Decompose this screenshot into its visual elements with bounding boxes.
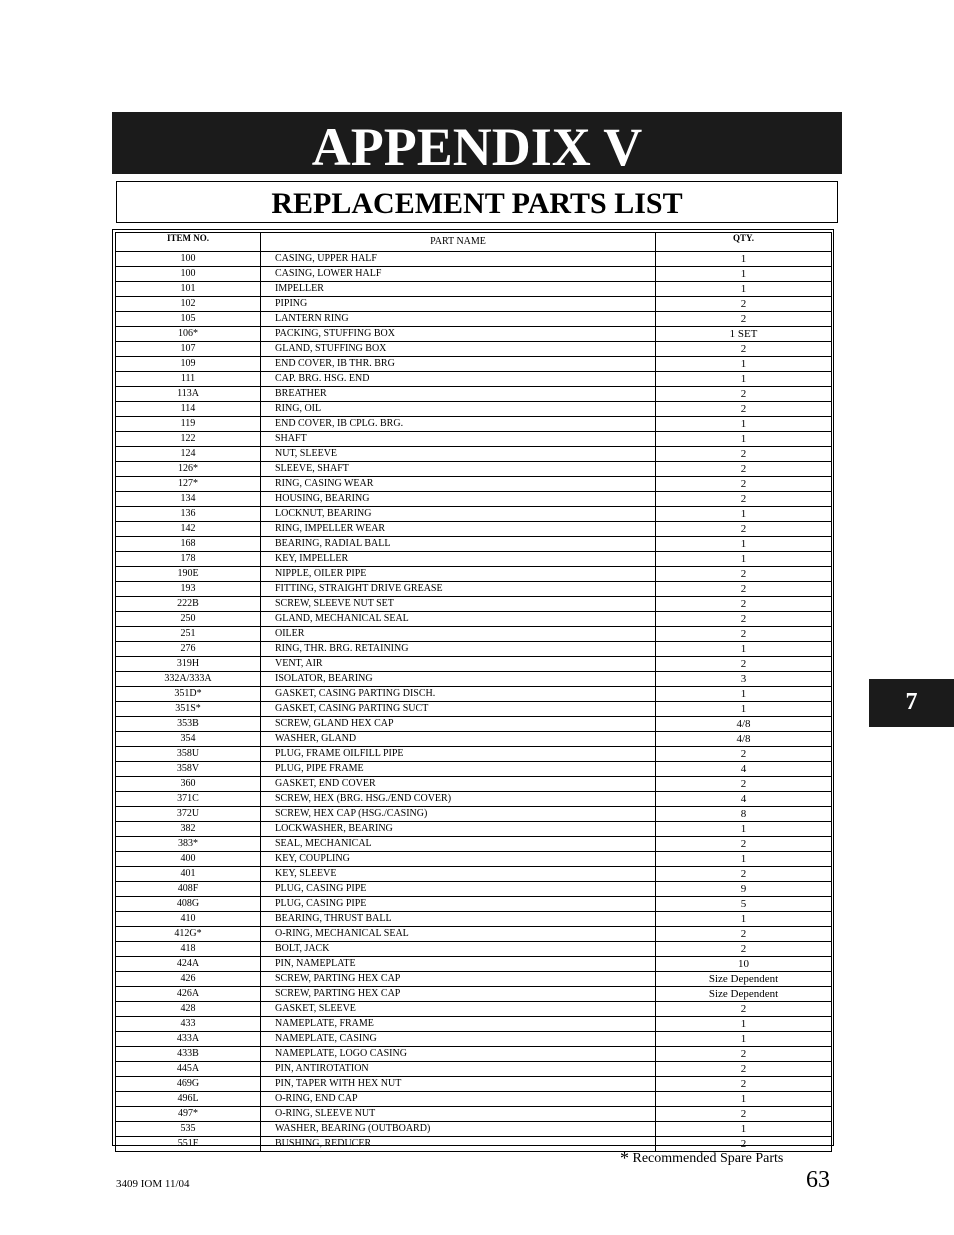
part-name-cell: KEY, SLEEVE — [261, 867, 656, 882]
qty-cell: 1 — [656, 1122, 832, 1137]
table-row — [116, 507, 832, 522]
qty-cell: 5 — [656, 897, 832, 912]
qty-cell: 2 — [656, 522, 832, 537]
qty-cell: 2 — [656, 582, 832, 597]
part-name-cell: HOUSING, BEARING — [261, 492, 656, 507]
item-no-cell: 193 — [116, 582, 261, 597]
part-name-cell: NIPPLE, OILER PIPE — [261, 567, 656, 582]
table-row — [116, 747, 832, 762]
part-name-cell: SLEEVE, SHAFT — [261, 462, 656, 477]
qty-cell: 2 — [656, 312, 832, 327]
part-name-cell: IMPELLER — [261, 282, 656, 297]
part-name-cell: SEAL, MECHANICAL — [261, 837, 656, 852]
item-no-cell: 101 — [116, 282, 261, 297]
part-name-cell: CAP. BRG. HSG. END — [261, 372, 656, 387]
item-no-cell: 372U — [116, 807, 261, 822]
qty-cell: 1 — [656, 687, 832, 702]
qty-cell: 1 — [656, 252, 832, 267]
footnote-text: Recommended Spare Parts — [632, 1151, 784, 1166]
qty-cell: 1 — [656, 267, 832, 282]
item-no-cell: 127* — [116, 477, 261, 492]
part-name-cell: WASHER, GLAND — [261, 732, 656, 747]
table-row — [116, 642, 832, 657]
table-row — [116, 942, 832, 957]
table-row — [116, 537, 832, 552]
part-name-cell: PLUG, CASING PIPE — [261, 897, 656, 912]
qty-cell: 2 — [656, 597, 832, 612]
item-no-cell: 134 — [116, 492, 261, 507]
part-name-cell: LOCKWASHER, BEARING — [261, 822, 656, 837]
part-name-cell: BOLT, JACK — [261, 942, 656, 957]
item-no-cell: 383* — [116, 837, 261, 852]
appendix-title: APPENDIX V — [311, 117, 643, 177]
qty-cell: 2 — [656, 612, 832, 627]
part-name-cell: SHAFT — [261, 432, 656, 447]
item-no-cell: 400 — [116, 852, 261, 867]
item-no-cell: 445A — [116, 1062, 261, 1077]
table-row — [116, 252, 832, 267]
table-body — [116, 252, 832, 1152]
item-no-cell: 497* — [116, 1107, 261, 1122]
qty-cell: 2 — [656, 627, 832, 642]
table-row — [116, 312, 832, 327]
part-name-cell: NAMEPLATE, CASING — [261, 1032, 656, 1047]
item-no-cell: 353B — [116, 717, 261, 732]
item-no-cell: 222B — [116, 597, 261, 612]
table-row — [116, 282, 832, 297]
table-row — [116, 342, 832, 357]
table-row — [116, 417, 832, 432]
item-no-cell: 136 — [116, 507, 261, 522]
table-row — [116, 1122, 832, 1137]
part-name-cell: RING, IMPELLER WEAR — [261, 522, 656, 537]
qty-cell: 4/8 — [656, 717, 832, 732]
part-name-cell: OILER — [261, 627, 656, 642]
table-row — [116, 1017, 832, 1032]
section-title: REPLACEMENT PARTS LIST — [271, 187, 683, 220]
qty-cell: 2 — [656, 492, 832, 507]
qty-cell: 8 — [656, 807, 832, 822]
part-name-cell: PLUG, CASING PIPE — [261, 882, 656, 897]
table-row — [116, 1107, 832, 1122]
qty-cell: 1 — [656, 357, 832, 372]
parts-table-frame — [112, 229, 834, 1150]
part-name-cell: LANTERN RING — [261, 312, 656, 327]
table-row — [116, 777, 832, 792]
qty-cell: 1 — [656, 1032, 832, 1047]
qty-cell: 1 — [656, 642, 832, 657]
qty-cell: 3 — [656, 672, 832, 687]
table-row — [116, 522, 832, 537]
qty-cell: 2 — [656, 342, 832, 357]
item-no-cell: 371C — [116, 792, 261, 807]
part-name-cell: PIPING — [261, 297, 656, 312]
part-name-cell: WASHER, BEARING (OUTBOARD) — [261, 1122, 656, 1137]
qty-cell: 4 — [656, 792, 832, 807]
table-row — [116, 1047, 832, 1062]
table-row — [116, 432, 832, 447]
table-row — [116, 912, 832, 927]
part-name-cell: NAMEPLATE, LOGO CASING — [261, 1047, 656, 1062]
part-name-cell: BEARING, RADIAL BALL — [261, 537, 656, 552]
part-name-cell: ISOLATOR, BEARING — [261, 672, 656, 687]
item-no-cell: 122 — [116, 432, 261, 447]
table-row — [116, 582, 832, 597]
part-name-cell: END COVER, IB CPLG. BRG. — [261, 417, 656, 432]
qty-cell: 1 — [656, 282, 832, 297]
item-no-cell: 114 — [116, 402, 261, 417]
qty-cell: 9 — [656, 882, 832, 897]
qty-cell: 1 SET — [656, 327, 832, 342]
part-name-cell: GASKET, CASING PARTING SUCT — [261, 702, 656, 717]
table-row — [116, 822, 832, 837]
qty-cell: 2 — [656, 447, 832, 462]
table-row — [116, 552, 832, 567]
table-row — [116, 807, 832, 822]
part-name-cell: SCREW, HEX CAP (HSG./CASING) — [261, 807, 656, 822]
part-name-cell: CASING, LOWER HALF — [261, 267, 656, 282]
table-row — [116, 702, 832, 717]
item-no-cell: 250 — [116, 612, 261, 627]
qty-cell: 4/8 — [656, 732, 832, 747]
item-no-cell: 496L — [116, 1092, 261, 1107]
part-name-cell: BUSHING, REDUCER — [261, 1137, 656, 1152]
item-no-cell: 351D* — [116, 687, 261, 702]
part-name-cell: SCREW, PARTING HEX CAP — [261, 987, 656, 1002]
part-name-cell: RING, CASING WEAR — [261, 477, 656, 492]
table-row — [116, 612, 832, 627]
part-name-cell: SCREW, GLAND HEX CAP — [261, 717, 656, 732]
part-name-cell: PLUG, FRAME OILFILL PIPE — [261, 747, 656, 762]
table-row — [116, 597, 832, 612]
qty-cell: 1 — [656, 417, 832, 432]
item-no-cell: 251 — [116, 627, 261, 642]
item-no-cell: 106* — [116, 327, 261, 342]
item-no-cell: 410 — [116, 912, 261, 927]
item-no-cell: 426 — [116, 972, 261, 987]
qty-cell: 2 — [656, 1002, 832, 1017]
qty-cell: 4 — [656, 762, 832, 777]
part-name-cell: RING, OIL — [261, 402, 656, 417]
part-name-cell: SCREW, PARTING HEX CAP — [261, 972, 656, 987]
part-name-cell: GASKET, SLEEVE — [261, 1002, 656, 1017]
table-row — [116, 717, 832, 732]
qty-cell: 1 — [656, 372, 832, 387]
page-number: 63 — [806, 1167, 830, 1193]
part-name-cell: NUT, SLEEVE — [261, 447, 656, 462]
table-row — [116, 372, 832, 387]
section-tab-number: 7 — [905, 689, 918, 715]
part-name-cell: VENT, AIR — [261, 657, 656, 672]
item-no-cell: 424A — [116, 957, 261, 972]
table-row — [116, 732, 832, 747]
qty-cell: 2 — [656, 402, 832, 417]
qty-cell: 1 — [656, 537, 832, 552]
qty-cell: 1 — [656, 822, 832, 837]
qty-cell: 1 — [656, 507, 832, 522]
table-row — [116, 402, 832, 417]
table-row — [116, 972, 832, 987]
table-row — [116, 657, 832, 672]
qty-cell: 2 — [656, 1062, 832, 1077]
item-no-cell: 190E — [116, 567, 261, 582]
item-no-cell: 408F — [116, 882, 261, 897]
qty-cell: 1 — [656, 912, 832, 927]
table-row — [116, 477, 832, 492]
part-name-cell: O-RING, END CAP — [261, 1092, 656, 1107]
table-row — [116, 447, 832, 462]
part-name-cell: O-RING, MECHANICAL SEAL — [261, 927, 656, 942]
header-part-name: PART NAME — [261, 233, 656, 252]
section-tab — [869, 679, 954, 727]
table-row — [116, 327, 832, 342]
part-name-cell: LOCKNUT, BEARING — [261, 507, 656, 522]
table-row — [116, 1032, 832, 1047]
table-row — [116, 987, 832, 1002]
table-row — [116, 792, 832, 807]
table-row — [116, 267, 832, 282]
qty-cell: 2 — [656, 297, 832, 312]
item-no-cell: 319H — [116, 657, 261, 672]
part-name-cell: O-RING, SLEEVE NUT — [261, 1107, 656, 1122]
part-name-cell: PLUG, PIPE FRAME — [261, 762, 656, 777]
part-name-cell: PIN, ANTIROTATION — [261, 1062, 656, 1077]
item-no-cell: 178 — [116, 552, 261, 567]
table-row — [116, 762, 832, 777]
part-name-cell: SCREW, SLEEVE NUT SET — [261, 597, 656, 612]
qty-cell: 1 — [656, 552, 832, 567]
item-no-cell: 111 — [116, 372, 261, 387]
item-no-cell: 100 — [116, 267, 261, 282]
part-name-cell: GLAND, STUFFING BOX — [261, 342, 656, 357]
item-no-cell: 433 — [116, 1017, 261, 1032]
table-row — [116, 852, 832, 867]
table-row — [116, 462, 832, 477]
item-no-cell: 102 — [116, 297, 261, 312]
item-no-cell: 354 — [116, 732, 261, 747]
qty-cell: 1 — [656, 432, 832, 447]
table-row — [116, 672, 832, 687]
item-no-cell: 360 — [116, 777, 261, 792]
item-no-cell: 332A/333A — [116, 672, 261, 687]
item-no-cell: 126* — [116, 462, 261, 477]
part-name-cell: GASKET, END COVER — [261, 777, 656, 792]
item-no-cell: 418 — [116, 942, 261, 957]
part-name-cell: END COVER, IB THR. BRG — [261, 357, 656, 372]
part-name-cell: NAMEPLATE, FRAME — [261, 1017, 656, 1032]
item-no-cell: 113A — [116, 387, 261, 402]
qty-cell: 10 — [656, 957, 832, 972]
section-title-box — [116, 181, 838, 223]
qty-cell: Size Dependent — [656, 972, 832, 987]
item-no-cell: 276 — [116, 642, 261, 657]
part-name-cell: KEY, COUPLING — [261, 852, 656, 867]
item-no-cell: 426A — [116, 987, 261, 1002]
item-no-cell: 107 — [116, 342, 261, 357]
table-row — [116, 357, 832, 372]
item-no-cell: 358V — [116, 762, 261, 777]
qty-cell: 2 — [656, 867, 832, 882]
part-name-cell: PIN, TAPER WITH HEX NUT — [261, 1077, 656, 1092]
part-name-cell: GASKET, CASING PARTING DISCH. — [261, 687, 656, 702]
table-row — [116, 1077, 832, 1092]
part-name-cell: RING, THR. BRG. RETAINING — [261, 642, 656, 657]
item-no-cell: 358U — [116, 747, 261, 762]
item-no-cell: 142 — [116, 522, 261, 537]
document-id: 3409 IOM 11/04 — [116, 1178, 190, 1190]
item-no-cell: 433A — [116, 1032, 261, 1047]
qty-cell: 2 — [656, 837, 832, 852]
item-no-cell: 412G* — [116, 927, 261, 942]
table-row — [116, 1002, 832, 1017]
table-row — [116, 687, 832, 702]
header-item-no: ITEM NO. — [116, 233, 261, 252]
table-row — [116, 927, 832, 942]
qty-cell: 2 — [656, 1047, 832, 1062]
item-no-cell: 119 — [116, 417, 261, 432]
item-no-cell: 105 — [116, 312, 261, 327]
footnote-asterisk: * — [620, 1148, 629, 1168]
qty-cell: 2 — [656, 747, 832, 762]
item-no-cell: 100 — [116, 252, 261, 267]
qty-cell: 2 — [656, 387, 832, 402]
qty-cell: 2 — [656, 1137, 832, 1152]
footnote — [620, 1148, 783, 1169]
table-header-row — [116, 233, 832, 252]
item-no-cell: 428 — [116, 1002, 261, 1017]
appendix-banner — [112, 112, 842, 177]
qty-cell: 1 — [656, 852, 832, 867]
item-no-cell: 124 — [116, 447, 261, 462]
part-name-cell: SCREW, HEX (BRG. HSG./END COVER) — [261, 792, 656, 807]
qty-cell: 2 — [656, 927, 832, 942]
item-no-cell: 382 — [116, 822, 261, 837]
header-qty: QTY. — [656, 233, 832, 252]
qty-cell: 2 — [656, 1077, 832, 1092]
item-no-cell: 168 — [116, 537, 261, 552]
table-row — [116, 627, 832, 642]
qty-cell: 2 — [656, 477, 832, 492]
table-row — [116, 567, 832, 582]
table-row — [116, 897, 832, 912]
table-row — [116, 957, 832, 972]
table-row — [116, 387, 832, 402]
table-row — [116, 1092, 832, 1107]
table-row — [116, 492, 832, 507]
item-no-cell: 469G — [116, 1077, 261, 1092]
table-row — [116, 837, 832, 852]
qty-cell: 2 — [656, 657, 832, 672]
qty-cell: 2 — [656, 567, 832, 582]
part-name-cell: FITTING, STRAIGHT DRIVE GREASE — [261, 582, 656, 597]
item-no-cell: 351S* — [116, 702, 261, 717]
qty-cell: Size Dependent — [656, 987, 832, 1002]
qty-cell: 1 — [656, 1092, 832, 1107]
item-no-cell: 408G — [116, 897, 261, 912]
part-name-cell: GLAND, MECHANICAL SEAL — [261, 612, 656, 627]
qty-cell: 1 — [656, 1017, 832, 1032]
parts-table — [115, 232, 832, 1152]
item-no-cell: 535 — [116, 1122, 261, 1137]
table-row — [116, 867, 832, 882]
qty-cell: 2 — [656, 777, 832, 792]
item-no-cell: 551F — [116, 1137, 261, 1152]
part-name-cell: BEARING, THRUST BALL — [261, 912, 656, 927]
qty-cell: 1 — [656, 702, 832, 717]
table-row — [116, 882, 832, 897]
table-row — [116, 297, 832, 312]
part-name-cell: BREATHER — [261, 387, 656, 402]
part-name-cell: PACKING, STUFFING BOX — [261, 327, 656, 342]
qty-cell: 2 — [656, 462, 832, 477]
part-name-cell: CASING, UPPER HALF — [261, 252, 656, 267]
item-no-cell: 401 — [116, 867, 261, 882]
qty-cell: 2 — [656, 1107, 832, 1122]
qty-cell: 2 — [656, 942, 832, 957]
part-name-cell: PIN, NAMEPLATE — [261, 957, 656, 972]
item-no-cell: 109 — [116, 357, 261, 372]
part-name-cell: KEY, IMPELLER — [261, 552, 656, 567]
item-no-cell: 433B — [116, 1047, 261, 1062]
table-row — [116, 1062, 832, 1077]
